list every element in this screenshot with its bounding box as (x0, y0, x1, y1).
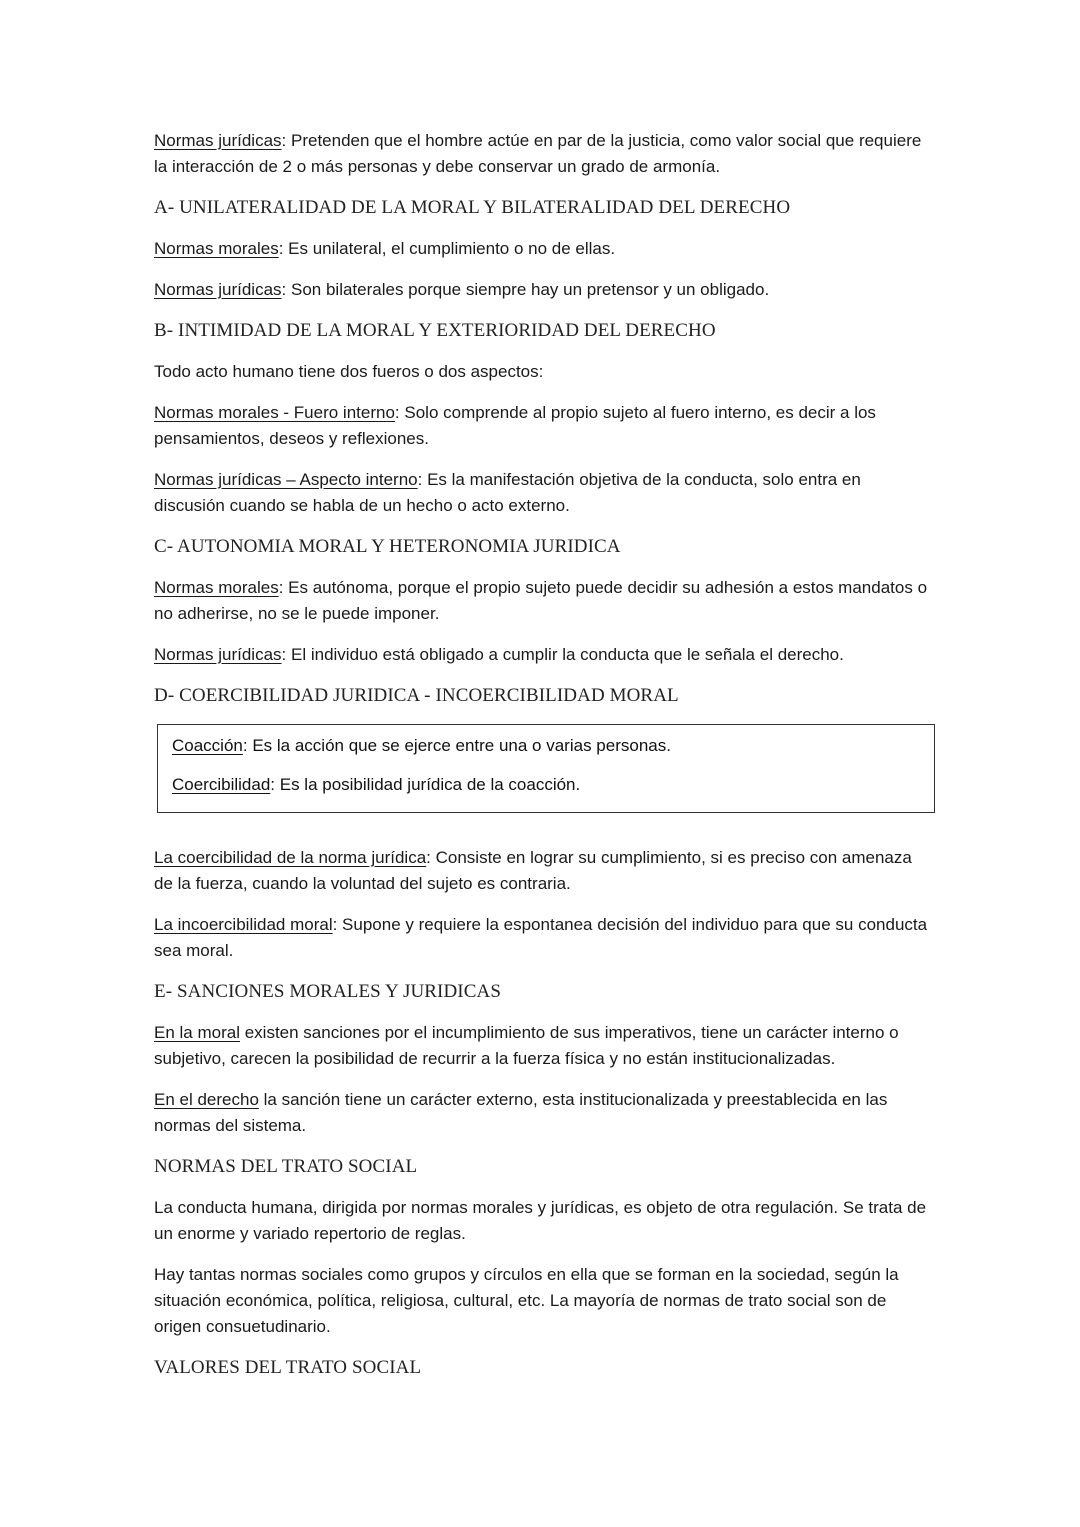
section-heading-b: B- INTIMIDAD DE LA MORAL Y EXTERIORIDAD DEL DERECHO (154, 320, 716, 341)
term-label: La coercibilidad de la norma jurídica (154, 848, 427, 867)
paragraph-text: Hay tantas normas sociales como grupos y círculos en ella que se forman en la sociedad, según la situación económica, política, religiosa, cultural, etc. La mayoría de normas de trato social son de origen consuetudinario. (154, 1265, 899, 1336)
paragraph-text: : Es unilateral, el cumplimiento o no de ellas. (278, 239, 616, 258)
paragraph-conducta-humana (154, 1195, 934, 1247)
term-label: En el derecho (154, 1090, 259, 1109)
paragraph-normas-morales-c (154, 575, 934, 627)
paragraph-normas-juridicas-intro (154, 128, 934, 180)
paragraph-normas-juridicas-a (154, 277, 934, 303)
term-label: Normas morales (154, 239, 279, 258)
section-heading-normas-trato-social: NORMAS DEL TRATO SOCIAL (154, 1156, 418, 1177)
section-heading-valores-trato-social: VALORES DEL TRATO SOCIAL (154, 1357, 422, 1378)
paragraph-normas-morales-a (154, 236, 934, 262)
paragraph-text: existen sanciones por el incumplimiento de sus imperativos, tiene un carácter interno o subjetivo, carecen la posibilidad de recurrir a la fuerza física y no están institucionalizadas. (154, 1023, 899, 1068)
section-heading-c: C- AUTONOMIA MORAL Y HETERONOMIA JURIDICA (154, 536, 621, 557)
paragraph-text: : Supone y requiere la espontanea decisión del individuo para que su conducta sea moral. (154, 915, 928, 960)
paragraph-en-la-moral (154, 1020, 934, 1072)
paragraph-text: : Es autónoma, porque el propio sujeto puede decidir su adhesión a estos mandatos o no adherirse, no se le puede imponer. (154, 578, 928, 623)
definition-text: : Es la acción que se ejerce entre una o varias personas. (242, 736, 671, 755)
definition-text: : Es la posibilidad jurídica de la coacción. (270, 775, 581, 794)
paragraph-acto-humano (154, 359, 934, 385)
definition-coaccion (172, 733, 920, 759)
paragraph-aspecto-interno (154, 467, 934, 519)
paragraph-normas-juridicas-c (154, 642, 934, 668)
paragraph-text: : Consiste en lograr su cumplimiento, si es preciso con amenaza de la fuerza, cuando la voluntad del sujeto es contraria. (154, 848, 912, 893)
paragraph-normas-sociales (154, 1262, 934, 1340)
term-label: La incoercibilidad moral (154, 915, 333, 934)
paragraph-incoercibilidad-moral (154, 912, 934, 964)
term-label: Normas jurídicas (154, 131, 282, 150)
paragraph-text: : Es la manifestación objetiva de la conducta, solo entra en discusión cuando se habla de un hecho o acto externo. (154, 470, 861, 515)
definitions-box (157, 724, 935, 813)
paragraph-text: Todo acto humano tiene dos fueros o dos aspectos: (154, 362, 544, 381)
term-label: Normas morales - Fuero interno (154, 403, 395, 422)
paragraph-text: : El individuo está obligado a cumplir la conducta que le señala el derecho. (281, 645, 844, 664)
term-label: Normas jurídicas (154, 645, 282, 664)
term-label: Coacción (172, 736, 243, 755)
paragraph-text: La conducta humana, dirigida por normas morales y jurídicas, es objeto de otra regulación. Se trata de un enorme y variado repertorio de reglas. (154, 1198, 927, 1243)
paragraph-text: : Son bilaterales porque siempre hay un pretensor y un obligado. (281, 280, 770, 299)
term-label: En la moral (154, 1023, 240, 1042)
paragraph-text: : Solo comprende al propio sujeto al fuero interno, es decir a los pensamientos, deseos y reflexiones. (154, 403, 876, 448)
term-label: Coercibilidad (172, 775, 271, 794)
paragraph-en-el-derecho (154, 1087, 934, 1139)
term-label: Normas jurídicas (154, 280, 282, 299)
section-heading-d: D- COERCIBILIDAD JURIDICA - INCOERCIBILIDAD MORAL (154, 685, 679, 706)
paragraph-fuero-interno (154, 400, 934, 452)
paragraph-text: la sanción tiene un carácter externo, esta institucionalizada y preestablecida en las normas del sistema. (154, 1090, 888, 1135)
section-heading-a: A- UNILATERALIDAD DE LA MORAL Y BILATERALIDAD DEL DERECHO (154, 197, 791, 218)
definition-coercibilidad (172, 772, 920, 798)
section-heading-e: E- SANCIONES MORALES Y JURIDICAS (154, 981, 501, 1002)
term-label: Normas jurídicas – Aspecto interno (154, 470, 418, 489)
paragraph-text: : Pretenden que el hombre actúe en par de la justicia, como valor social que requiere la interacción de 2 o más personas y debe conservar un grado de armonía. (154, 131, 922, 176)
document-page (154, 128, 934, 1396)
paragraph-coercibilidad-norma (154, 845, 934, 897)
term-label: Normas morales (154, 578, 279, 597)
